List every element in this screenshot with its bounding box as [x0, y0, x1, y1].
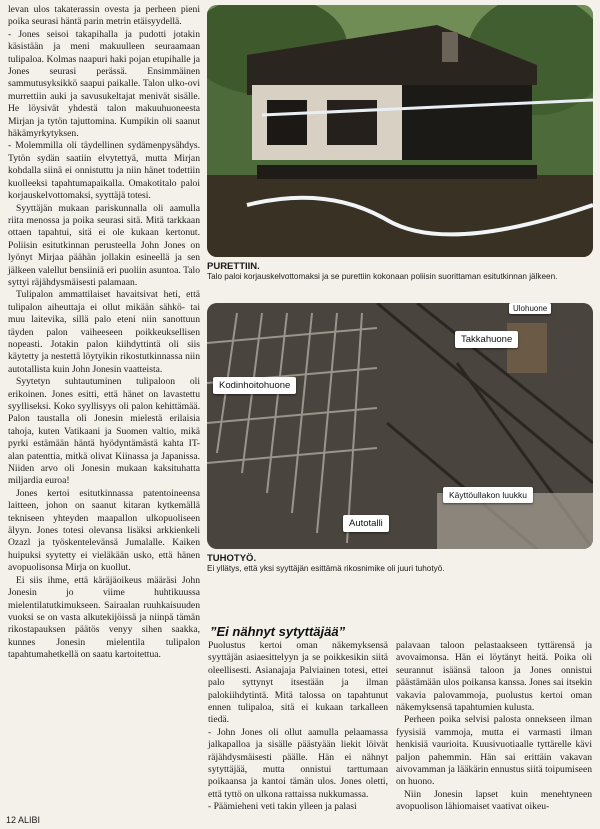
burned-house-illustration [207, 5, 593, 257]
caption-title: PURETTIIN. [207, 261, 260, 272]
left-column [8, 4, 200, 662]
photo-label: Käyttöullakon luukku [443, 487, 533, 503]
burned-house-photo [207, 5, 593, 257]
right-column [396, 640, 592, 814]
paragraph: Syyttäjän mukaan pariskunnalla oli aamulla riita menossa ja poika seurasi sitä. Mitä tarkkaan ottaen tapahtui, sitä ei ole kukaan kertonut. Poliisin esitutkinnan perusteella John Jones on lyönyt Mirjaa päähän jollakin esineellä ja sen jälkeen valellut bensiiniä eri puoliin asuntoa. Talo syttyi räjähdysmäisesti palamaan. [8, 202, 200, 288]
photo2-caption [207, 554, 593, 574]
section-subheading: ”Ei nähnyt sytyttäjää” [210, 624, 346, 639]
paragraph: - Jones seisoi takapihalla ja pudotti jotakin käsistään ja meni makuulleen seuraamaan tulipaloa. Kolmas naapuri haki pojan etupihalle ja Jones seurasi perässä. Ensimmäinen sammutusyksikkö saapui paikalle. Talon ulko-ovi murrettiin auki ja savusukeltajat menivät sisälle. He löysivät yhdestä talon makuuhuoneesta Mirjan ja tytön tajuttomina. Kumpikin oli saanut häkämyrkytyksen. [8, 28, 200, 140]
paragraph: - Päämieheni veti takin ylleen ja palasi [208, 801, 357, 813]
photo-label: Takkahuone [455, 331, 518, 348]
paragraph: Tulipalon ammattilaiset havaitsivat heti, että tulipalon aiheuttaja ei ollut mikään sähkö- tai muu laitevika, sillä palo eteni niin sanottuun täyden palon vaiheeseen poikkeuksellisen nopeasti. Jotakin palon kiihdyttintä oli siis käytetty ja nestettä löytyikin rikostutkinnassa niin autotallista kuin John Jonesin vaatteista. [8, 289, 200, 375]
paragraph: palavaan taloon pelastaakseen tyttärensä ja avovaimonsa. Hän ei löytänyt heitä. Poika oli seurannut isäänsä taloon ja Jones onnistui päästämään ulos poikansa kanssa. Jones sai itsekin vakavia palovammoja, puolustus kertoi oman näkemyksensä tapahtumien kulusta. [396, 640, 592, 714]
burned-interior-illustration [207, 303, 593, 549]
middle-column [208, 640, 388, 814]
caption-text: Talo paloi korjauskelvottomaksi ja se purettiin kokonaan poliisin suorittaman esitutkinnan jälkeen. [207, 272, 558, 281]
paragraph: Niin Jonesin lapset kuin menehtyneen avopuolison lähiomaiset vaativat oikeu- [396, 788, 592, 813]
paragraph: - John Jones oli ollut aamulla pelaamassa jalkapalloa ja sisälle päästyään liekit löivät räjähdysmäisesti päälle. Hän ei nähnyt sytyttäjää, mutta onnistui tarttumaan poikaansa ja kantoi tämän ulos. Jones oletti, että tyttö on ulkona rattaissa nukkumassa. [208, 726, 388, 800]
photo-label: Kodinhoitohuone [213, 377, 296, 394]
paragraph: levan ulos takaterassin ovesta ja perheen pieni poika seurasi häntä parin metrin etäisyydellä. [8, 4, 200, 28]
paragraph: Jones kertoi esitutkinnassa patentoineensa laitteen, johon on saanut kitaran kytkemällä tekniseen yhteyden maapallon ulkopuoliseen älyyn. Jones totesi olevansa lisäksi arkkienkeli Ozazl ja työskentelevänsä Jumalalle. Kaiken huipuksi syytetty ei vieläkään usko, että hänen avopuolisonsa Mirja on kuollut. [8, 487, 200, 574]
burned-interior-photo [207, 303, 593, 549]
caption-title: TUHOTYÖ. [207, 553, 257, 564]
paragraph: Perheen poika selvisi palosta onnekseen ilman fyysisiä vammoja, mutta ei varmasti ilman henkisiä vaurioita. Kuusivuotiaalle tyttärelle kävi paljon pahemmin. Hän sai erittäin vakavan aivovamman ja lääkärin ennustus siitä toipumiseen on huono. [396, 714, 592, 788]
page-footer: 12 ALIBI [6, 815, 41, 825]
paragraph: - Molemmilla oli täydellinen sydämenpysähdys. Tytön sydän saatiin elvytettyä, mutta Mirjan kohdalla siinä ei onnistuttu ja niin hänet todettiin kuolleeksi tapahtumapaikalla. Omakotitalo paloi korjauskelvottomaksi, syyttäjä totesi. [8, 140, 200, 202]
photo-label: Ulohuone [509, 303, 551, 314]
caption-text: Ei yllätys, että yksi syyttäjän esittämä rikosnimike oli juuri tuhotyö. [207, 564, 445, 573]
paragraph: Syytetyn suhtautuminen tulipaloon oli erikoinen. Jones esitti, että hänet on lavastettu syylliseksi. Koko syyllisyys oli palon kehittämää. Palon taustalla oli Jonesin mielestä erilaisia tahoja, kuten Vatikaani ja Suomen valtio, mikä pyrki estämään häntä hyödyntämästä kahta IT-alan patenttia, mitkä olivat Kiinassa ja Japanissa. Niiden arvo oli Jonesin mukaan kaksituhatta miljardia euroa! [8, 376, 200, 487]
photo-label: Autotalli [343, 515, 389, 532]
paragraph: Ei siis ihme, että käräjäoikeus määräsi John Jonesin jo viime huhtikuussa mielentilatutkimukseen. Sairaalan ruuhkaisuuden vuoksi se on vasta alkutekijöissä ja niinpä tämän rikostapauksen päätös venyy sihen saakka, kunnes Jonesin mielentila tulipalon tapahtumahetkellä on saatu kartoitettua. [8, 574, 200, 661]
photo1-caption [207, 262, 593, 282]
paragraph: Puolustus kertoi oman näkemyksensä syyttäjän asiaesittelyyn ja se poikkesikin siitä oleellisesti. Asianajaja Palviainen totesi, ettei palo syttynyt itsestään ja ilman palokiihdytintä. Mitä talossa on tapahtunut ennen tulipaloa, sitä ei kukaan tarkalleen tiedä. [208, 640, 388, 726]
